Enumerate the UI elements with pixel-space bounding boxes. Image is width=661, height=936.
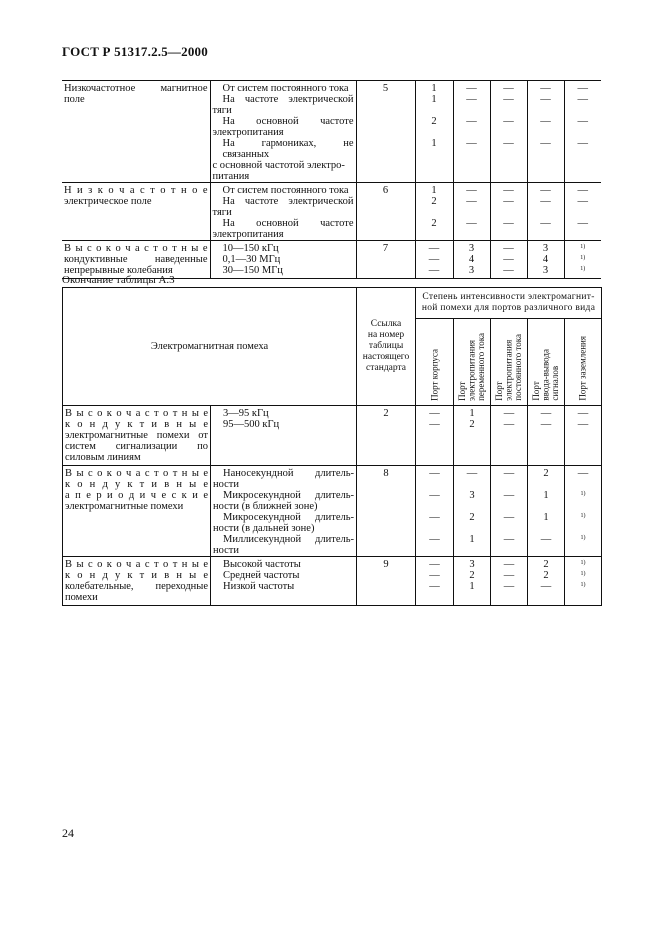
footnote-mark: 1) xyxy=(580,266,586,272)
port-values-4: 3 4 3 xyxy=(527,241,564,279)
header-port-ground: Порт заземления xyxy=(565,319,602,406)
disturbance-name: В ы с о к о ч а с т о т н ы е к о н д у к т и в н ы е а п е р и о д и ч е с к и е электромагнитные помехи xyxy=(63,466,211,557)
reference-number: 7 xyxy=(356,241,415,279)
table-caption: Окончание таблицы А.3 xyxy=(62,274,175,286)
reference-number: 5 xyxy=(356,81,415,183)
port-values-4: — — — — xyxy=(527,81,564,183)
reference-number: 2 xyxy=(357,406,416,466)
header-reference: Ссылка на номер таблицы настоящего стандарта xyxy=(357,288,416,406)
port-values-5 xyxy=(565,557,602,606)
port-values-2: — — — xyxy=(453,183,490,241)
port-values-5: — $^{1)}$ $^{1)}$ $^{1)}$ xyxy=(565,466,602,557)
footnote-mark: 1) xyxy=(580,571,586,577)
port-values-1: — — — xyxy=(415,241,453,279)
header-intensity: Степень интенсивности электромагнит- ной помехи для портов различного вида xyxy=(416,288,602,319)
source-list: Наносекундной длитель- ности Микросекундной длитель- ности (в ближней зоне) Микросекундной длитель- ности (в дальней зоне) Миллисекундной длитель- ности xyxy=(211,466,357,557)
table-row xyxy=(62,183,601,241)
header-disturbance: Электромагнитная помеха xyxy=(63,288,357,406)
table-row xyxy=(63,406,602,466)
port-values-3: — — xyxy=(491,406,528,466)
port-values-3: — — — xyxy=(490,241,527,279)
port-values-2: 3 4 3 xyxy=(453,241,490,279)
port-values-2: — — — — xyxy=(453,81,490,183)
footnote-mark: 1) xyxy=(580,535,586,541)
port-values-1: — — — — xyxy=(416,466,454,557)
port-values-4: — — — xyxy=(527,183,564,241)
table-a3-end xyxy=(62,287,602,606)
table-row xyxy=(62,81,601,183)
port-values-3: — — — xyxy=(491,557,528,606)
port-values-1: — — xyxy=(416,406,454,466)
source-list: Высокой частоты Средней частоты Низкой частоты xyxy=(211,557,357,606)
page-number: 24 xyxy=(62,826,74,840)
port-values-2: 3 2 1 xyxy=(454,557,491,606)
table-row xyxy=(63,466,602,557)
port-values-3: — — — — xyxy=(491,466,528,557)
header-port-ac-power: Порт электропитания переменного тока xyxy=(454,319,491,406)
document-header: ГОСТ Р 51317.2.5—2000 xyxy=(62,44,208,59)
disturbance-name: Н и з к о ч а с т о т н о е электрическое поле xyxy=(62,183,210,241)
reference-number: 8 xyxy=(357,466,416,557)
table-row xyxy=(62,241,601,279)
source-list: От систем постоянного тока На частоте электрической тяги На основной частоте электропитания xyxy=(210,183,356,241)
table-continuation xyxy=(62,80,601,279)
port-values-3: — — — — xyxy=(490,81,527,183)
footnote-mark: 1) xyxy=(580,255,586,261)
reference-number: 6 xyxy=(356,183,415,241)
header-port-dc-power: Порт электропитания постоянного тока xyxy=(491,319,528,406)
disturbance-name: В ы с о к о ч а с т о т н ы е к о н д у к т и в н ы е колебательные, переходные помехи xyxy=(63,557,211,606)
source-list: 10—150 кГц 0,1—30 МГц 30—150 МГц xyxy=(210,241,356,279)
footnote-mark: 1) xyxy=(580,560,586,566)
port-values-5: — — — xyxy=(564,183,601,241)
disturbance-name: Низкочастотное магнитное поле xyxy=(62,81,210,183)
port-values-1: 1 1 2 1 xyxy=(415,81,453,183)
header-port-enclosure: Порт корпуса xyxy=(416,319,454,406)
disturbance-name: В ы с о к о ч а с т о т н ы е кондуктивные наведенные непрерывные колебания xyxy=(62,241,210,279)
disturbance-name: В ы с о к о ч а с т о т н ы е к о н д у к т и в н ы е электромагнитные помехи от систем сигнализации по силовым линиям xyxy=(63,406,211,466)
header-port-signal-io: Порт ввода-вывода сигналов xyxy=(528,319,565,406)
port-values-5: — — xyxy=(565,406,602,466)
source-list: 3—95 кГц 95—500 кГц xyxy=(211,406,357,466)
port-values-4: 2 2 — xyxy=(528,557,565,606)
port-values-3: — — — xyxy=(490,183,527,241)
footnote-mark: 1) xyxy=(580,491,586,497)
port-values-1: 1 2 2 xyxy=(415,183,453,241)
source-list: От систем постоянного тока На частоте электрической тяги На основной частоте электропитания На гармониках, не связанных с основной частотой электро- питания xyxy=(210,81,356,183)
port-values-5: — — — — xyxy=(564,81,601,183)
footnote-mark: 1) xyxy=(580,513,586,519)
port-values-2: 1 2 xyxy=(454,406,491,466)
port-values-5 xyxy=(564,241,601,279)
table-row xyxy=(63,557,602,606)
reference-number: 9 xyxy=(357,557,416,606)
port-values-2: — 3 2 1 xyxy=(454,466,491,557)
port-values-1: — — — xyxy=(416,557,454,606)
port-values-4: — — xyxy=(528,406,565,466)
footnote-mark: 1) xyxy=(580,244,586,250)
footnote-mark: 1) xyxy=(580,582,586,588)
port-values-4: 2 1 1 — xyxy=(528,466,565,557)
